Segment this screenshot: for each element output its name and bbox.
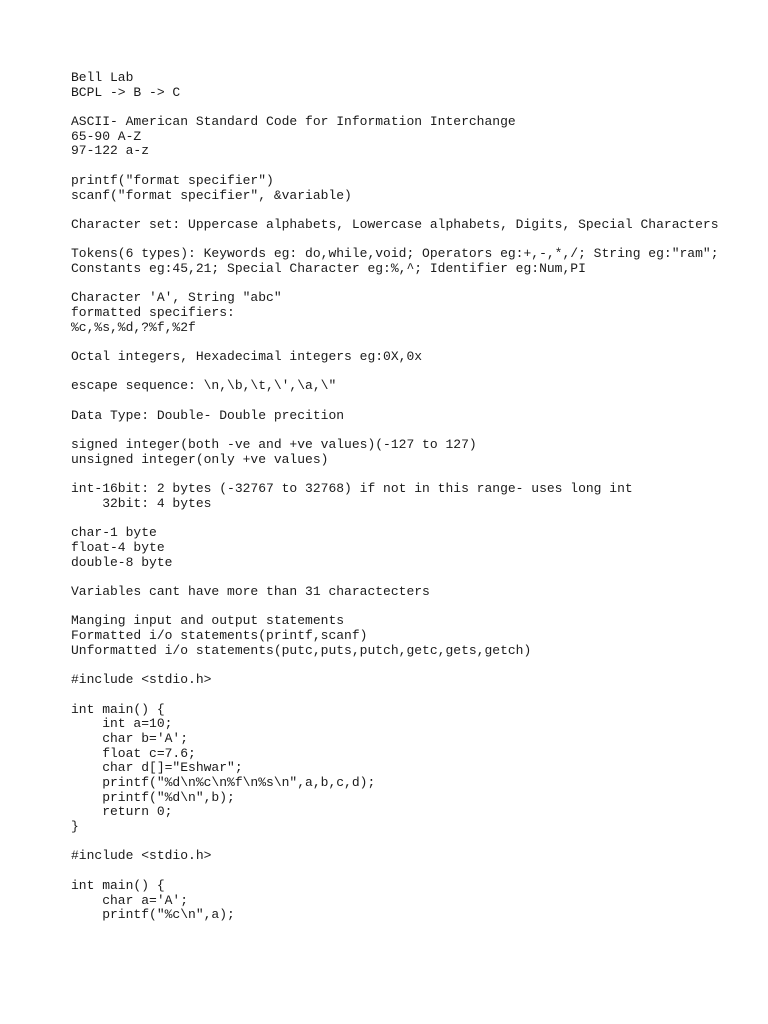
text-line — [71, 277, 751, 292]
text-line — [71, 394, 751, 409]
text-line — [71, 335, 751, 350]
text-line — [71, 424, 751, 439]
text-line: unsigned integer(only +ve values) — [71, 451, 329, 467]
text-line: scanf("format specifier", &variable) — [71, 187, 352, 203]
text-line — [71, 659, 751, 674]
text-line — [71, 365, 751, 380]
text-line: printf("%d\n%c\n%f\n%s\n",a,b,c,d); — [71, 775, 376, 790]
text-line: int-16bit: 2 bytes (-32767 to 32768) if not in this range- uses long int — [71, 481, 633, 497]
text-line: Manging input and output statements — [71, 613, 345, 629]
text-line: Variables cant have more than 31 charactecters — [71, 584, 430, 600]
text-line: Data Type: Double- Double precition — [71, 407, 345, 423]
text-line: printf("format specifier") — [71, 172, 274, 188]
text-line: char b='A'; — [71, 730, 189, 746]
text-line — [71, 159, 751, 174]
text-line: 65-90 A-Z — [71, 128, 142, 144]
text-line: 32bit: 4 bytes — [71, 495, 212, 511]
text-line — [71, 233, 751, 248]
text-line: Formatted i/o statements(printf,scanf) — [71, 628, 368, 644]
text-line: return 0; — [71, 804, 173, 820]
text-line: } — [71, 819, 79, 835]
text-line — [71, 688, 751, 703]
text-line — [71, 835, 751, 850]
text-line: printf("%d\n",b); — [71, 789, 235, 805]
text-line: 97-122 a-z — [71, 143, 150, 159]
text-line: float c=7.6; — [71, 745, 196, 761]
text-line: Tokens(6 types): Keywords eg: do,while,void; Operators eg:+,-,*,/; String eg:"ram"; — [71, 246, 719, 262]
text-line: float-4 byte — [71, 540, 165, 555]
text-line: Constants eg:45,21; Special Character eg:%,^; Identifier eg:Num,PI — [71, 260, 586, 276]
text-line: Character 'A', String "abc" — [71, 290, 282, 306]
text-line — [71, 864, 751, 879]
text-line: escape sequence: \n,\b,\t,\',\a,\" — [71, 378, 337, 394]
text-line — [71, 203, 751, 218]
text-line: char a='A'; — [71, 892, 189, 908]
text-line: char-1 byte — [71, 525, 157, 541]
text-line: double-8 byte — [71, 554, 173, 570]
text-line: formatted specifiers: — [71, 305, 235, 320]
text-line: Character set: Uppercase alphabets, Lowercase alphabets, Digits, Special Characters — [71, 216, 719, 232]
text-line: %c,%s,%d,?%f,%2f — [71, 319, 196, 335]
text-line: signed integer(both -ve and +ve values)(-127 to 127) — [71, 437, 477, 453]
text-line: char d[]="Eshwar"; — [71, 760, 243, 776]
text-line — [71, 570, 751, 585]
text-line: #include <stdio.h> — [71, 848, 212, 864]
text-line: Bell Lab — [71, 70, 134, 85]
text-line: int a=10; — [71, 716, 173, 732]
text-line: int main() { — [71, 877, 165, 893]
text-line: int main() { — [71, 701, 165, 717]
text-line: Unformatted i/o statements(putc,puts,putch,getc,gets,getch) — [71, 642, 532, 658]
text-line — [71, 600, 751, 615]
document-body — [71, 71, 751, 923]
text-line: #include <stdio.h> — [71, 672, 212, 688]
text-line: BCPL -> B -> C — [71, 84, 181, 100]
text-line: printf("%c\n",a); — [71, 907, 235, 923]
text-line: ASCII- American Standard Code for Information Interchange — [71, 114, 516, 130]
text-line: Octal integers, Hexadecimal integers eg:0X,0x — [71, 349, 423, 365]
text-line — [71, 468, 751, 483]
text-line — [71, 100, 751, 115]
text-line — [71, 512, 751, 527]
